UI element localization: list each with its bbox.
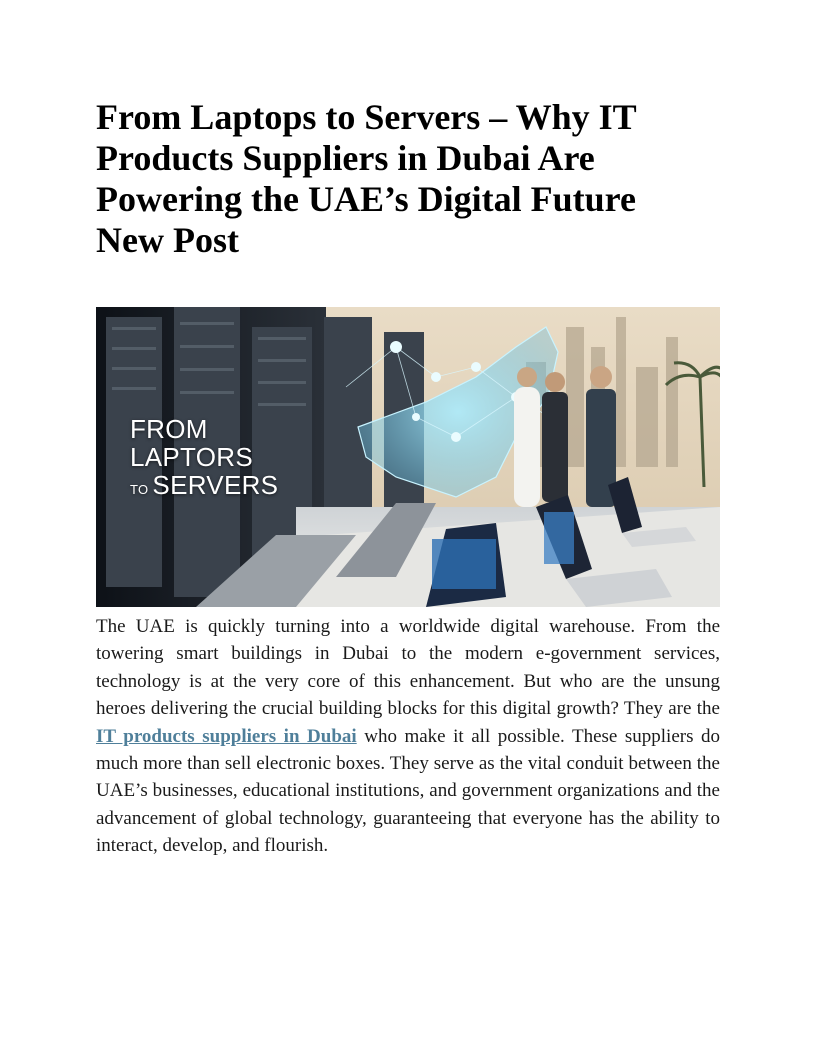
body-text-intro: The UAE is quickly turning into a worldwide digital warehouse. From the towering smart buildings in Dubai to the modern e-government services, technology is at the very core of this enhancement. But who are the unsung heroes delivering the crucial building blocks for this digital growth? They are the [96,616,720,720]
hero-image [96,307,720,607]
title-line: From Laptops to Servers – Why IT [96,97,637,137]
caption-to: TO [130,482,149,497]
article-body [96,613,720,860]
caption-line-from: FROM [130,414,208,444]
it-products-suppliers-link[interactable]: IT products suppliers in Dubai [96,725,357,747]
hero-caption [130,415,278,504]
article-title [96,97,736,261]
caption-line-servers [130,471,278,504]
title-line: Powering the UAE’s Digital Future [96,179,636,219]
caption-line-laptops: LAPTORS [130,442,253,472]
body-text-continuation: who make it all possible. These suppliers do much more than sell electronic boxes. They serve as the vital conduit between the UAE’s businesses, educational institutions, and government organizations and the advancement of global technology, guaranteeing that everyone has the ability to interact, develop, and flourish. [96,725,720,857]
title-line: New Post [96,220,239,260]
title-line: Products Suppliers in Dubai Are [96,138,595,178]
caption-servers-word: SERVERS [152,470,279,500]
